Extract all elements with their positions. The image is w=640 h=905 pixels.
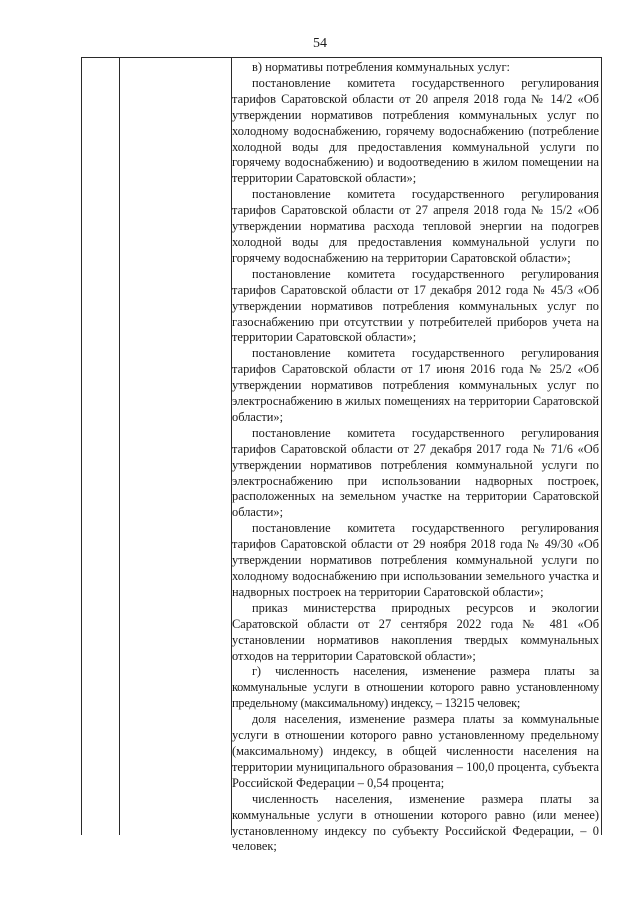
page-number: 54 bbox=[313, 36, 327, 51]
paragraph-order-481: приказ министерства природных ресурсов и экологии Саратовской области от 27 сентября 2022 года № 481 «Об установлении нормативов накопления твердых коммунальных отходов на территории Саратовской области»; bbox=[232, 600, 599, 663]
paragraph-resolution-45-3: постановление комитета государственного регулирования тарифов Саратовской области от 17 декабря 2012 года № 45/3 «Об утверждении нормативов потребления коммунальных услуг по газоснабжению при отсутствии у потребителей приборов учета на территории Саратовской области»; bbox=[232, 266, 599, 345]
paragraph-resolution-14-2: постановление комитета государственного регулирования тарифов Саратовской области от 20 апреля 2018 года № 14/2 «Об утверждении нормативов потребления коммунальных услуг по холодному водоснабжению, горячему водоснабжению (потребление холодной воды для предоставления коммунальной услуги по горячему водоснабжению) и водоотведению в жилом помещении на территории Саратовской области»; bbox=[232, 75, 599, 186]
paragraph-resolution-15-2: постановление комитета государственного регулирования тарифов Саратовской области от 27 апреля 2018 года № 15/2 «Об утверждении норматива расхода тепловой энергии на подогрев холодной воды для предоставления коммунальной услуги по горячему водоснабжению на территории Саратовской области»; bbox=[232, 187, 599, 265]
paragraph-resolution-25-2: постановление комитета государственного регулирования тарифов Саратовской области от 17 июня 2016 года № 25/2 «Об утверждении нормативов потребления коммунальных услуг по электроснабжению в жилых помещениях на территории Саратовской области»; bbox=[232, 346, 599, 424]
paragraph-population-count: г) численность населения, изменение размера платы за коммунальные услуги в отношении которого равно установленному предельному (максимальному) индексу, – 13215 человек; bbox=[232, 664, 599, 711]
table-cell-text bbox=[232, 60, 599, 855]
column-divider-1 bbox=[119, 58, 120, 835]
paragraph-heading-norms: в) нормативы потребления коммунальных услуг: bbox=[252, 60, 510, 74]
paragraph-resolution-49-30: постановление комитета государственного регулирования тарифов Саратовской области от 29 ноября 2018 года № 49/30 «Об утверждении нормативов потребления коммунальной услуги по холодному водоснабжению при использовании земельного участка и надворных построек на территории Саратовской области»; bbox=[232, 521, 599, 599]
paragraph-resolution-71-6: постановление комитета государственного регулирования тарифов Саратовской области от 27 декабря 2017 года № 71/6 «Об утверждении нормативов потребления коммунальной услуги по электроснабжению при использовании надворных построек, расположенных на земельном участке на территории Саратовской области»; bbox=[232, 425, 599, 520]
paragraph-population-below-index: численность населения, изменение размера платы за коммунальные услуги в отношении которого равно (или менее) установленному индексу по субъекту Российской Федерации, – 0 человек; bbox=[232, 791, 599, 854]
paragraph-population-share: доля населения, изменение размера платы за коммунальные услуги в отношении которого равно установленному предельному (максимальному) индексу, в общей численности населения на территории муниципального образования – 100,0 процента, субъекта Российской Федерации – 0,54 процента; bbox=[232, 712, 599, 790]
